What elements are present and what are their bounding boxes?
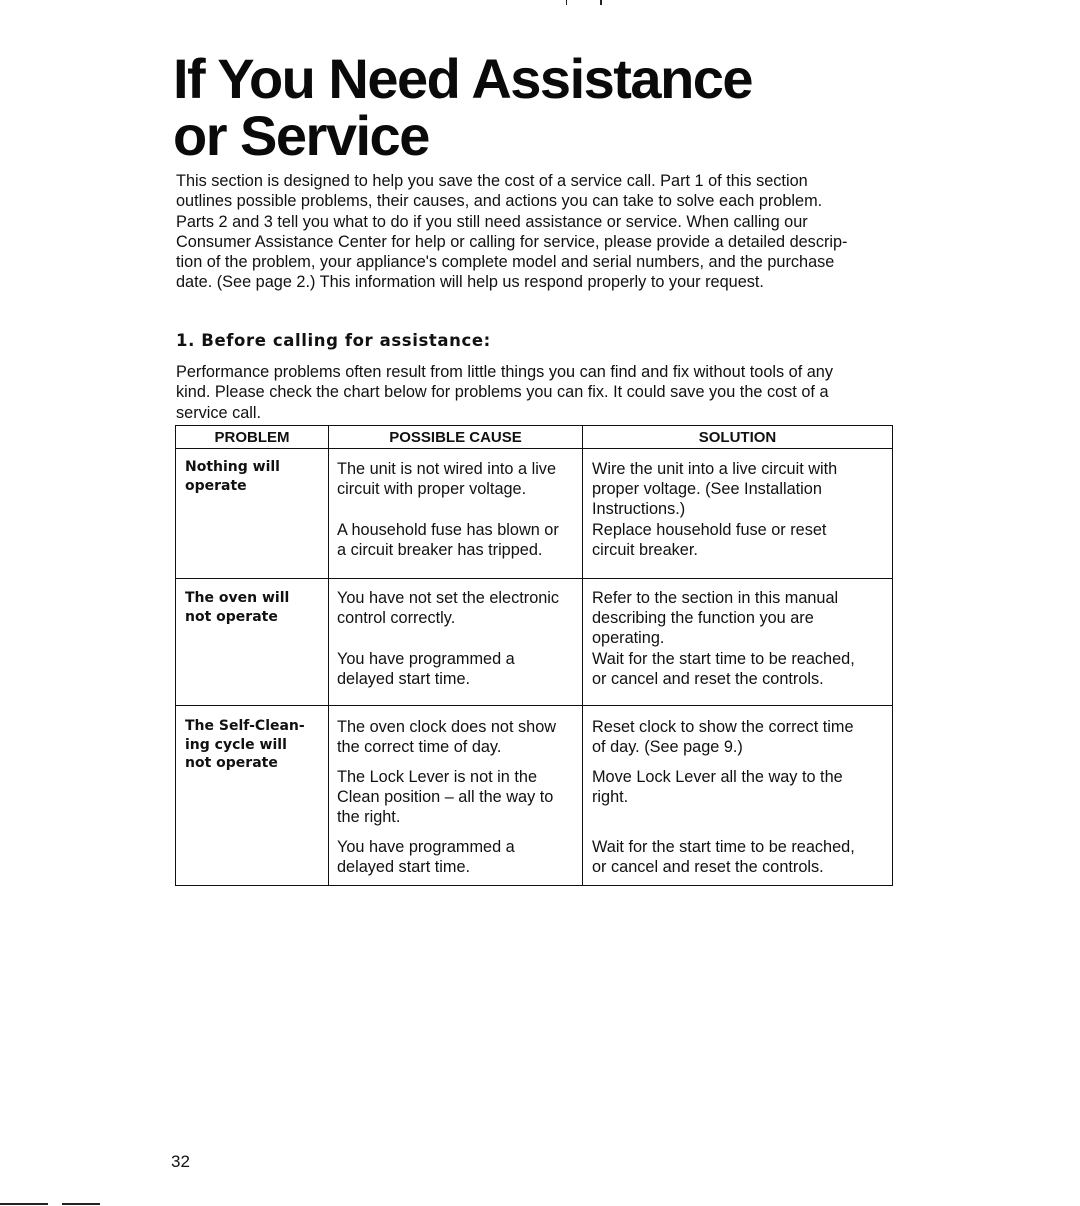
scan-artifact-bottom — [62, 1203, 100, 1205]
problem-line: The oven will — [185, 590, 290, 606]
problem-label — [176, 579, 328, 626]
intro-line: tion of the problem, your appliance's complete model and serial numbers, and the purchase — [176, 253, 835, 272]
cause-entry — [329, 520, 582, 560]
cause-cell — [329, 579, 583, 706]
intro-line: Consumer Assistance Center for help or calling for service, please provide a detailed descrip- — [176, 232, 848, 251]
problem-line: operate — [185, 477, 247, 494]
problem-line: not operate — [185, 755, 278, 771]
solution-line: Wait for the start time to be reached, — [592, 650, 855, 668]
scan-artifact-top — [566, 0, 567, 5]
problem-label — [176, 449, 328, 495]
table-row — [176, 706, 893, 886]
cause-line: The unit is not wired into a live — [337, 460, 557, 478]
header-solution: SOLUTION — [583, 426, 893, 449]
problem-cell — [176, 579, 329, 706]
solution-line: Wait for the start time to be reached, — [592, 838, 855, 856]
scan-artifact-bottom — [0, 1203, 48, 1205]
cause-line: control correctly. — [337, 609, 456, 628]
solution-cell — [583, 706, 893, 886]
cause-cell — [329, 449, 583, 579]
cause-line: A household fuse has blown or — [337, 521, 559, 539]
cause-entry — [329, 837, 582, 877]
solution-entry — [583, 706, 892, 767]
title-line-1: If You Need Assistance — [173, 47, 753, 110]
cause-line: circuit with proper voltage. — [337, 480, 527, 499]
intro-line: outlines possible problems, their causes, and actions you can take to solve each problem. — [176, 192, 823, 211]
solution-line: of day. (See page 9.) — [592, 738, 743, 757]
cause-line: the correct time of day. — [337, 738, 502, 757]
solution-line: or cancel and reset the controls. — [592, 858, 824, 877]
cause-entry — [329, 706, 582, 767]
cause-entry — [329, 579, 582, 649]
cause-line: You have programmed a — [337, 838, 515, 856]
solution-entry — [583, 520, 892, 560]
cause-line: Clean position – all the way to — [337, 788, 554, 807]
cause-entry — [329, 649, 582, 689]
solution-line: right. — [592, 788, 629, 807]
title-line-2: or Service — [173, 104, 429, 167]
solution-line: Refer to the section in this manual — [592, 589, 839, 607]
solution-entry — [583, 649, 892, 689]
table-header-row — [176, 426, 893, 449]
solution-line: proper voltage. (See Installation — [592, 480, 822, 499]
problem-label — [176, 706, 328, 773]
table-row — [176, 449, 893, 579]
problem-line: The Self-Clean- — [185, 718, 305, 734]
solution-line: Instructions.) — [592, 500, 686, 519]
solution-entry — [583, 449, 892, 520]
cause-line: The oven clock does not show — [337, 718, 557, 736]
solution-line: Move Lock Lever all the way to the — [592, 768, 843, 786]
cause-line: You have not set the electronic — [337, 589, 560, 607]
problem-line: not operate — [185, 608, 278, 625]
solution-line: operating. — [592, 629, 665, 648]
performance-paragraph — [176, 362, 896, 423]
problem-cell — [176, 449, 329, 579]
cause-line: delayed start time. — [337, 858, 471, 877]
cause-line: delayed start time. — [337, 670, 471, 689]
solution-cell — [583, 449, 893, 579]
cause-line: a circuit breaker has tripped. — [337, 541, 543, 560]
problem-line: Nothing will — [185, 459, 280, 475]
performance-line: service call. — [176, 403, 262, 422]
scan-artifact-top — [600, 0, 602, 5]
intro-line: date. (See page 2.) This information will help us respond properly to your request. — [176, 273, 764, 292]
solution-entry — [583, 837, 892, 877]
page-number: 32 — [171, 1152, 190, 1171]
cause-entry — [329, 449, 582, 520]
cause-line: You have programmed a — [337, 650, 515, 668]
solution-cell — [583, 579, 893, 706]
intro-line: This section is designed to help you save the cost of a service call. Part 1 of this section — [176, 172, 808, 190]
solution-entry — [583, 579, 892, 649]
solution-line: or cancel and reset the controls. — [592, 670, 824, 689]
cause-line: the right. — [337, 808, 401, 827]
solution-entry — [583, 767, 892, 837]
intro-paragraph — [176, 171, 896, 293]
cause-cell — [329, 706, 583, 886]
intro-line: Parts 2 and 3 tell you what to do if you still need assistance or service. When calling our — [176, 212, 808, 231]
problem-line: ing cycle will — [185, 736, 287, 753]
section-heading: 1. Before calling for assistance: — [176, 331, 491, 350]
solution-line: Wire the unit into a live circuit with — [592, 460, 838, 478]
performance-line: kind. Please check the chart below for problems you can fix. It could save you the cost of a — [176, 383, 829, 402]
problem-cell — [176, 706, 329, 886]
page-title — [173, 47, 1033, 167]
troubleshooting-table — [175, 425, 893, 886]
table-row — [176, 579, 893, 706]
header-possible-cause: POSSIBLE CAUSE — [329, 426, 583, 449]
cause-entry — [329, 767, 582, 837]
performance-line: Performance problems often result from little things you can find and fix without tools of any — [176, 363, 834, 381]
header-problem: PROBLEM — [176, 426, 329, 449]
solution-line: Reset clock to show the correct time — [592, 718, 854, 736]
solution-line: Replace household fuse or reset — [592, 521, 827, 539]
solution-line: describing the function you are — [592, 609, 814, 628]
solution-line: circuit breaker. — [592, 541, 698, 560]
cause-line: The Lock Lever is not in the — [337, 768, 538, 786]
